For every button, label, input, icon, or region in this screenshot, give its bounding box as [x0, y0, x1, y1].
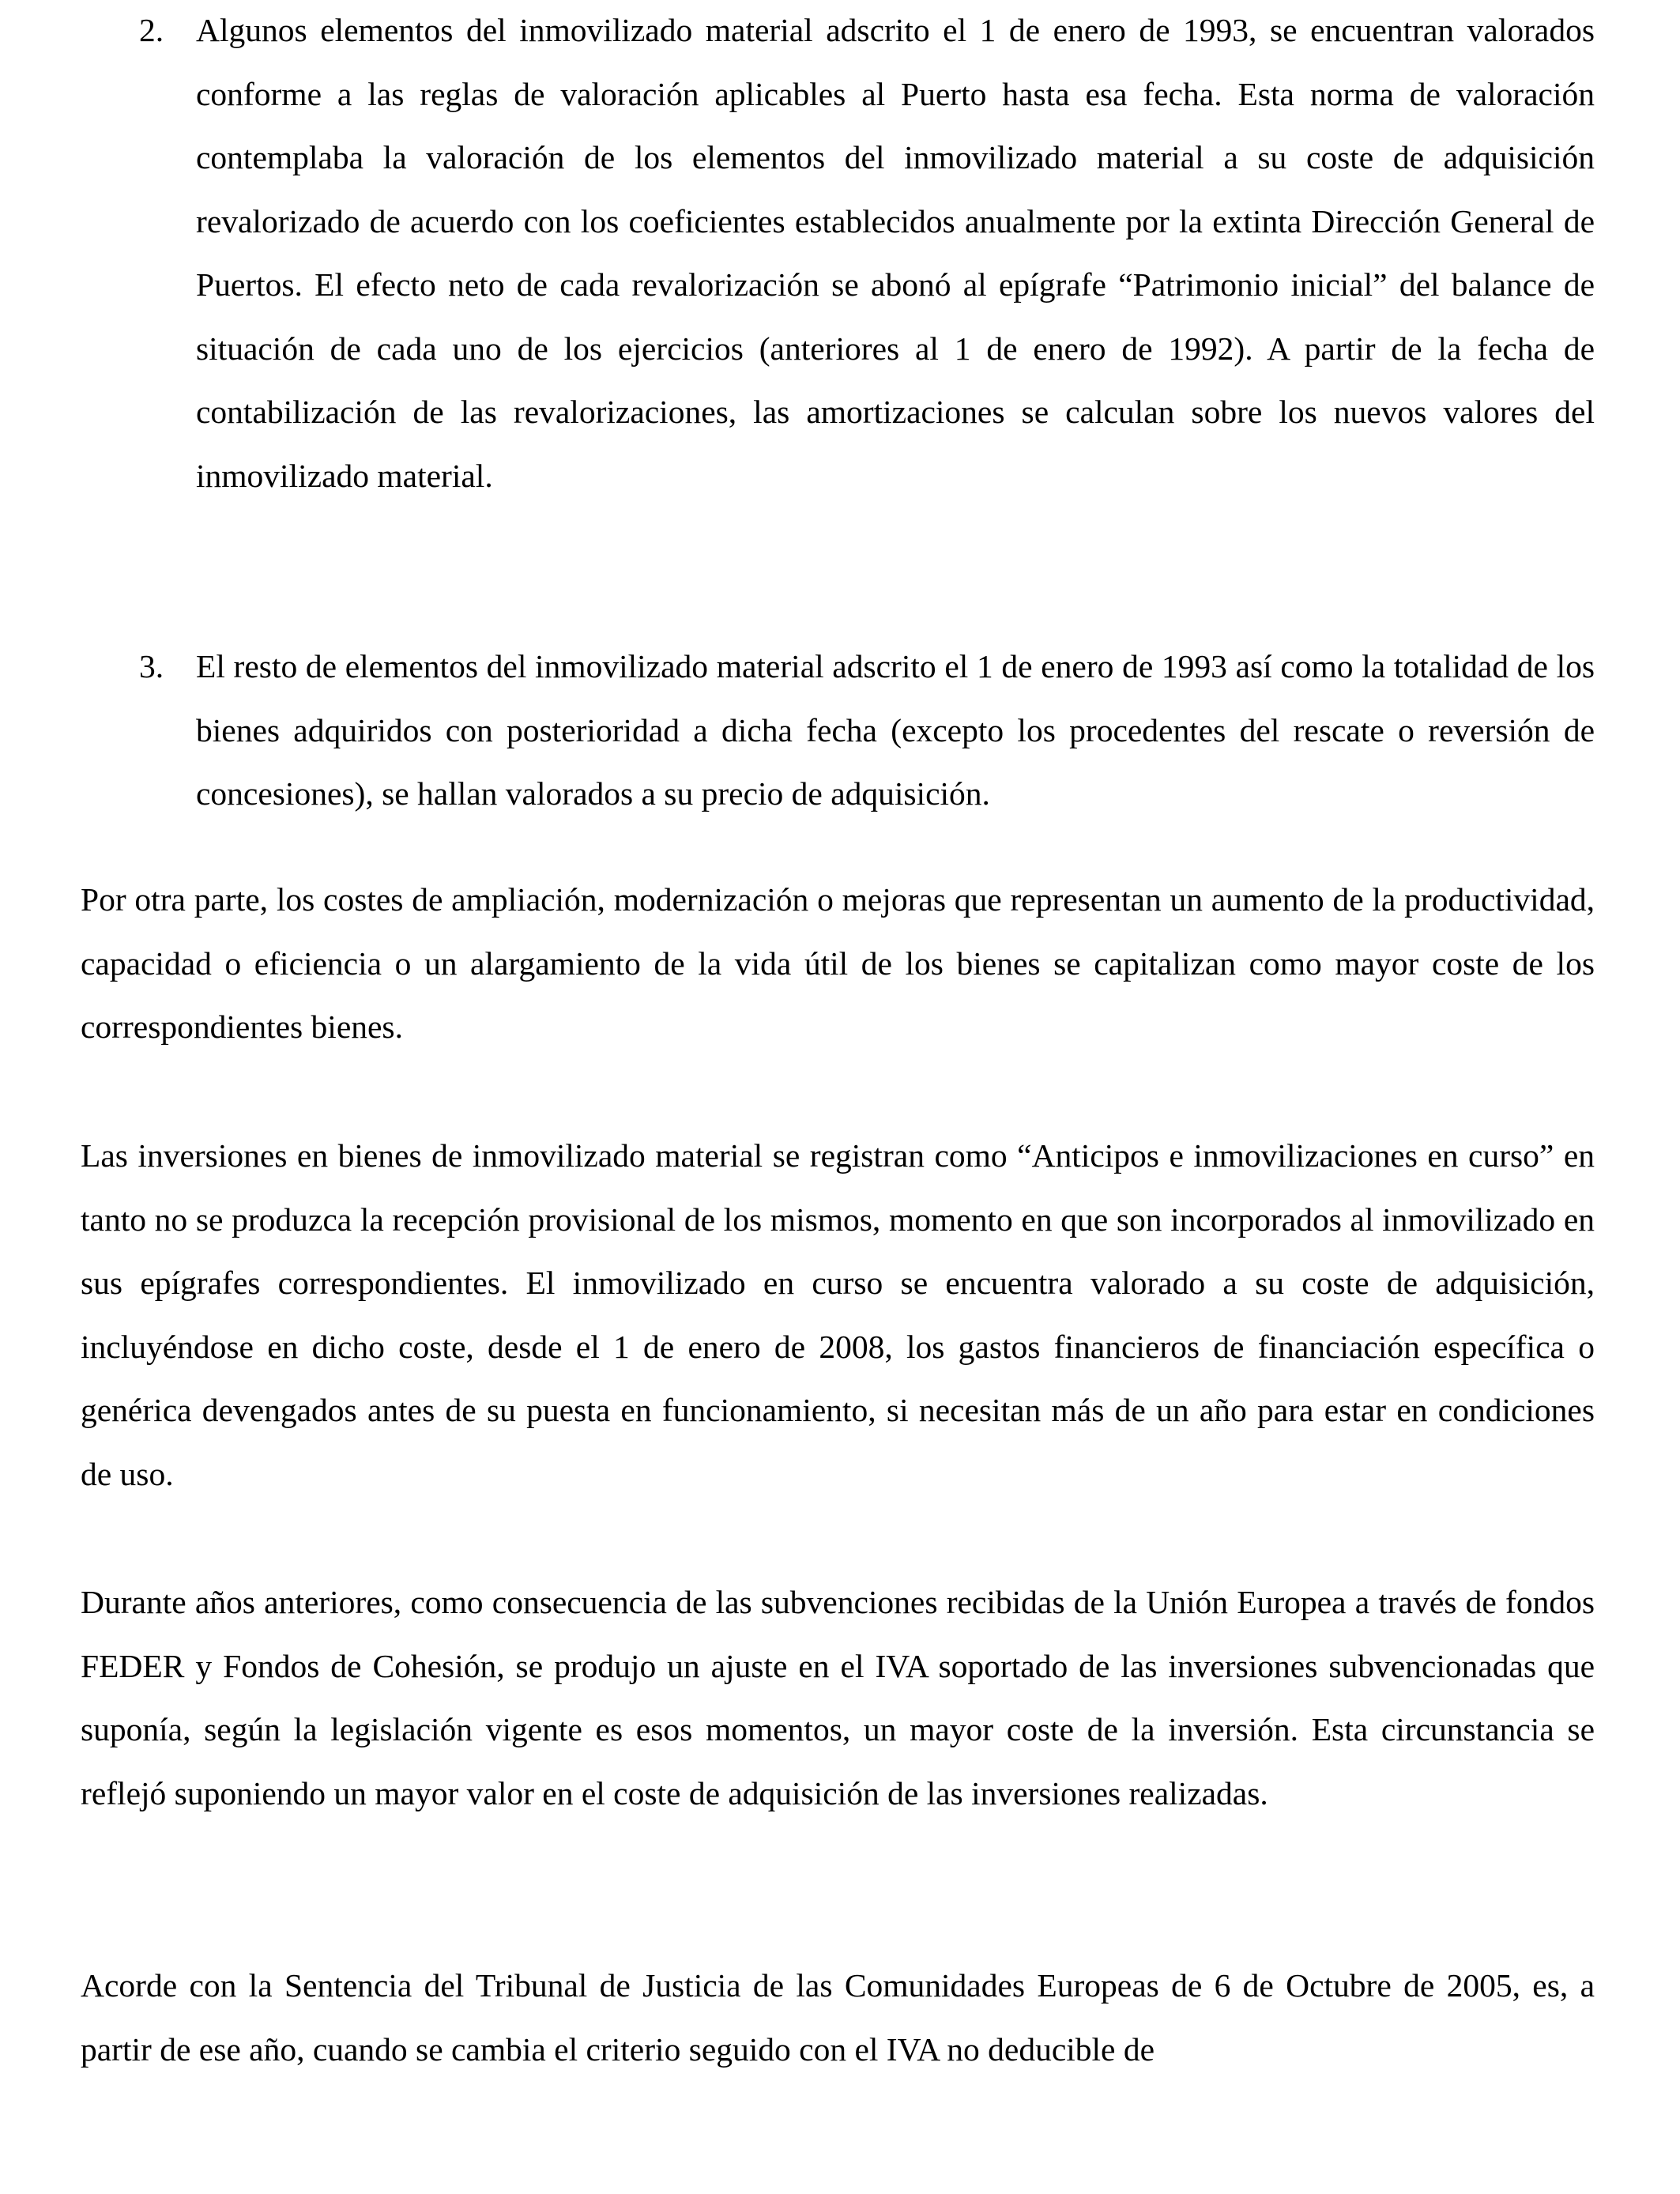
list-item-2	[139, 0, 1595, 507]
list-item-number: 2.	[139, 12, 164, 48]
paragraph-court-ruling: Acorde con la Sentencia del Tribunal de Justicia de las Comunidades Europeas de 6 de Octubre de 2005, es, a partir de ese año, cuando se cambia el criterio seguido con el IVA no deducible de	[81, 1967, 1595, 2068]
list-item-text: El resto de elementos del inmovilizado material adscrito el 1 de enero de 1993 así como la totalidad de los bienes adquiridos con posterioridad a dicha fecha (excepto los procedentes del rescate o reversión de concesiones), se hallan valorados a su precio de adquisición.	[196, 648, 1595, 812]
paragraph-eu-subsidies: Durante años anteriores, como consecuencia de las subvenciones recibidas de la Unión Europea a través de fondos FEDER y Fondos de Cohesión, se produjo un ajuste en el IVA soportado de las inversiones subvencionadas que suponía, según la legislación vigente es esos momentos, un mayor coste de la inversión. Esta circunstancia se reflejó suponiendo un mayor valor en el coste de adquisición de las inversiones realizadas.	[81, 1584, 1595, 1811]
list-item-number: 3.	[139, 648, 164, 684]
list-item-text: Algunos elementos del inmovilizado material adscrito el 1 de enero de 1993, se encuentran valorados conforme a las reglas de valoración aplicables al Puerto hasta esa fecha. Esta norma de valoración contemplaba la valoración de los elementos del inmovilizado material a su coste de adquisición revalorizado de acuerdo con los coeficientes establecidos anualmente por la extinta Dirección General de Puertos. El efecto neto de cada revalorización se abonó al epígrafe “Patrimonio inicial” del balance de situación de cada uno de los ejercicios (anteriores al 1 de enero de 1992). A partir de la fecha de contabilización de las revalorizaciones, las amortizaciones se calculan sobre los nuevos valores del inmovilizado material.	[196, 12, 1595, 494]
paragraph-investments-in-progress: Las inversiones en bienes de inmovilizado material se registran como “Anticipos e inmovilizaciones en curso” en tanto no se produzca la recepción provisional de los mismos, momento en que son incorporados al inmovilizado en sus epígrafes correspondientes. El inmovilizado en curso se encuentra valorado a su coste de adquisición, incluyéndose en dicho coste, desde el 1 de enero de 2008, los gastos financieros de financiación específica o genérica devengados antes de su puesta en funcionamiento, si necesitan más de un año para estar en condiciones de uso.	[81, 1137, 1595, 1492]
list-item-3	[139, 635, 1595, 826]
paragraph-capitalized-improvements: Por otra parte, los costes de ampliación, modernización o mejoras que representan un aumento de la productividad, capacidad o eficiencia o un alargamiento de la vida útil de los bienes se capitalizan como mayor coste de los correspondientes bienes.	[81, 881, 1595, 1045]
